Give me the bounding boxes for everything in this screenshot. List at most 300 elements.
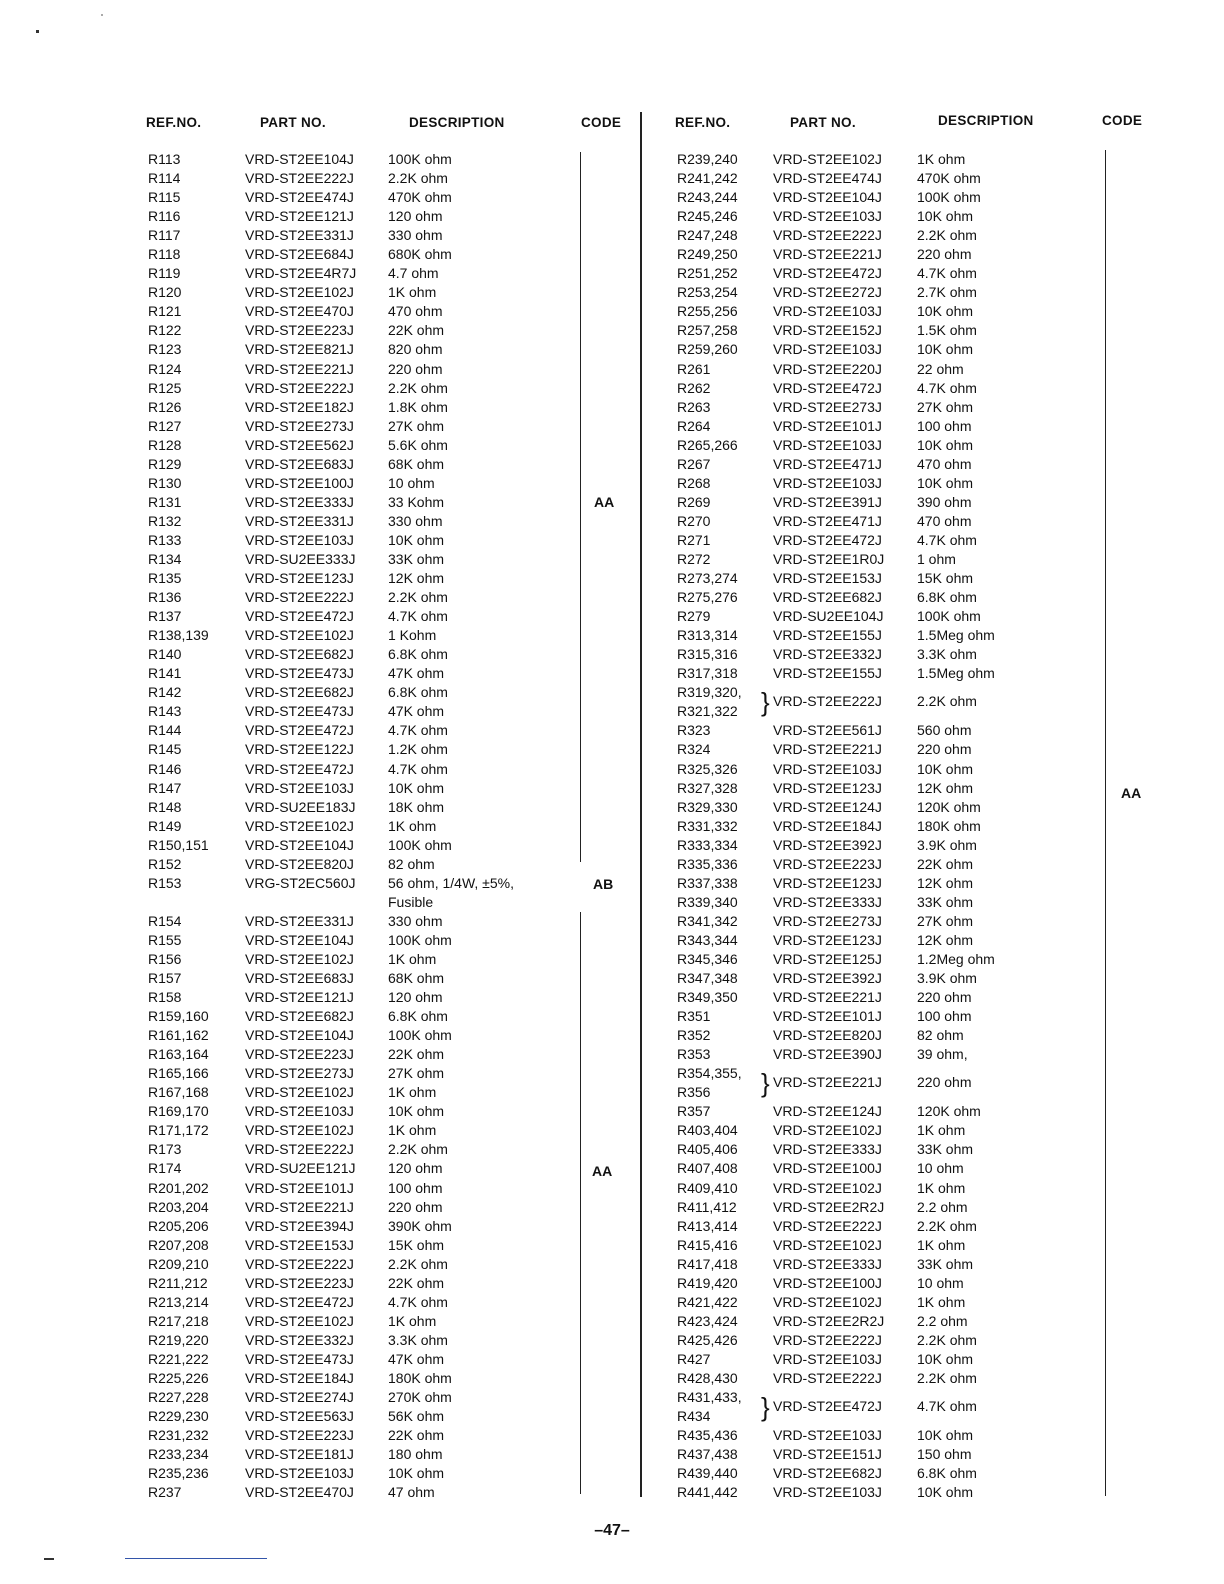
ref-no-line: R434 — [677, 1408, 711, 1425]
description: 10K ohm — [917, 303, 974, 320]
part-no: VRD-ST2EE121J — [245, 989, 354, 1006]
ref-no: R428,430 — [677, 1370, 738, 1386]
group-brace: } — [761, 687, 770, 718]
ref-no: R209,210 — [148, 1255, 209, 1272]
part-no: VRD-ST2EE682J — [773, 589, 882, 606]
part-no: VRD-ST2EE273J — [245, 1065, 354, 1082]
left-header-ref: REF.NO. — [146, 115, 202, 130]
ref-no: R437,438 — [677, 1446, 738, 1463]
description: 820 ohm — [388, 341, 443, 358]
description: 4.7K ohm — [388, 760, 448, 777]
part-no: VRD-ST2EE100J — [773, 1274, 882, 1291]
description: 100 ohm — [917, 417, 972, 434]
ref-no: R253,254 — [677, 284, 738, 301]
part-no: VRD-ST2EE223J — [245, 1046, 354, 1063]
ref-no: R241,242 — [677, 170, 738, 187]
ref-no: R163,164 — [148, 1046, 209, 1063]
ref-no: R255,256 — [677, 303, 738, 320]
ref-no: R156 — [148, 950, 182, 967]
part-no: VRD-ST2EE221J — [245, 360, 354, 377]
ref-no: R427 — [677, 1350, 711, 1367]
ref-no: R126 — [148, 398, 182, 415]
ref-no: R136 — [148, 589, 182, 606]
part-no: VRD-ST2EE473J — [245, 703, 354, 720]
description: 680K ohm — [388, 246, 452, 263]
ref-no: R353 — [677, 1046, 711, 1063]
description: 12K ohm — [917, 874, 974, 891]
ref-no: R154 — [148, 912, 182, 929]
description: 33K ohm — [917, 1255, 974, 1272]
description: 33 Kohm — [388, 493, 445, 510]
description: 27K ohm — [388, 417, 445, 434]
description: 10K ohm — [917, 474, 974, 491]
description: 10K ohm — [388, 1465, 445, 1482]
ref-no: R271 — [677, 531, 711, 548]
ref-no: R207,208 — [148, 1236, 209, 1253]
right-header-desc: DESCRIPTION — [938, 113, 1034, 128]
description: 6.8K ohm — [388, 1008, 448, 1025]
ref-no: R118 — [148, 246, 181, 263]
part-no: VRD-ST2EE124J — [773, 1103, 882, 1120]
part-no: VRD-ST2EE471J — [773, 512, 882, 529]
part-no: VRD-ST2EE102J — [245, 950, 354, 967]
part-no: VRD-ST2EE102J — [773, 1122, 882, 1139]
description: 3.9K ohm — [917, 836, 977, 853]
description: 2.2K ohm — [388, 379, 448, 396]
ref-no: R237 — [148, 1484, 182, 1501]
description: 4.7K ohm — [917, 1398, 977, 1415]
ref-no: R129 — [148, 455, 182, 472]
part-no: VRD-ST2EE123J — [245, 570, 354, 587]
part-no: VRD-ST2EE333J — [773, 1255, 882, 1272]
description: 5.6K ohm — [388, 436, 448, 453]
ref-no: R149 — [148, 817, 182, 834]
code-bracket-aa-2 — [575, 912, 581, 1494]
part-no: VRD-ST2EE331J — [245, 912, 354, 929]
ref-no: R415,416 — [677, 1236, 738, 1253]
ref-no: R229,230 — [148, 1408, 209, 1425]
group-brace: } — [761, 1392, 770, 1423]
part-no: VRD-ST2EE104J — [773, 189, 882, 206]
part-no: VRD-ST2EE103J — [773, 1484, 882, 1501]
description: 100K ohm — [388, 1027, 452, 1044]
description: 1K ohm — [917, 1179, 966, 1196]
description: 56K ohm — [388, 1408, 445, 1425]
description: 10K ohm — [917, 760, 974, 777]
ref-no: R203,204 — [148, 1198, 209, 1215]
description: 22K ohm — [388, 1427, 445, 1444]
part-no: VRD-ST2EE221J — [773, 246, 882, 263]
ref-no: R352 — [677, 1027, 711, 1044]
part-no: VRD-ST2EE182J — [245, 398, 354, 415]
ref-no: R270 — [677, 512, 711, 529]
ref-no: R263 — [677, 398, 711, 415]
part-no: VRD-ST2EE273J — [773, 398, 882, 415]
ref-no: R417,418 — [677, 1255, 738, 1272]
part-no: VRD-ST2EE391J — [773, 493, 882, 510]
part-no: VRD-ST2EE684J — [245, 246, 354, 263]
description: 120 ohm — [388, 208, 443, 225]
part-no: VRD-ST2EE151J — [773, 1446, 882, 1463]
part-no: VRD-ST2EE222J — [773, 1217, 882, 1234]
ref-no: R219,220 — [148, 1331, 209, 1348]
part-no: VRD-ST2EE102J — [245, 1122, 354, 1139]
description: 2.2K ohm — [917, 693, 977, 710]
description: 330 ohm — [388, 227, 443, 244]
part-no: VRD-ST2EE122J — [245, 741, 354, 758]
description: 10 ohm — [917, 1160, 964, 1177]
description: 220 ohm — [917, 741, 972, 758]
ref-no: R243,244 — [677, 189, 738, 206]
ref-no: R171,172 — [148, 1122, 209, 1139]
description: 100K ohm — [917, 608, 981, 625]
description: 120 ohm — [388, 989, 443, 1006]
description: 1K ohm — [917, 1122, 966, 1139]
description: 120 ohm — [388, 1160, 443, 1177]
part-no: VRD-ST2EE223J — [245, 1274, 354, 1291]
part-no: VRD-ST2EE562J — [245, 436, 354, 453]
description: 1.5Meg ohm — [917, 665, 995, 682]
scan-speck — [44, 1558, 54, 1560]
part-no: VRD-ST2EE103J — [245, 1103, 354, 1120]
left-header-part: PART NO. — [260, 115, 326, 130]
part-no: VRD-ST2EE123J — [773, 779, 882, 796]
description: 33K ohm — [917, 893, 974, 910]
scan-speck — [36, 30, 39, 33]
code-aa-right: AA — [1121, 785, 1142, 801]
part-no: VRD-ST2EE474J — [245, 189, 354, 206]
ref-no: R269 — [677, 493, 711, 510]
description: 100 ohm — [917, 1008, 972, 1025]
part-no: VRD-ST2EE473J — [245, 665, 354, 682]
description: 12K ohm — [917, 931, 974, 948]
ref-no: R145 — [148, 741, 182, 758]
part-no: VRD-ST2EE102J — [245, 817, 354, 834]
description: 470K ohm — [388, 189, 452, 206]
part-no: VRD-ST2EE222J — [245, 589, 354, 606]
ref-no: R265,266 — [677, 436, 738, 453]
ref-no: R357 — [677, 1103, 711, 1120]
description: 390 ohm — [917, 493, 972, 510]
description: 2.2K ohm — [917, 227, 977, 244]
ref-no: R122 — [148, 322, 182, 339]
part-no: VRD-ST2EE101J — [773, 417, 882, 434]
part-no: VRD-ST2EE682J — [245, 646, 354, 663]
part-no: VRD-ST2EE222J — [773, 1370, 882, 1386]
description: 47K ohm — [388, 665, 445, 682]
description: 6.8K ohm — [917, 589, 977, 606]
description: 10K ohm — [388, 531, 445, 548]
code-bracket-aa-right — [1100, 150, 1106, 1496]
description: 100K ohm — [388, 931, 452, 948]
description: 10 ohm — [917, 1274, 964, 1291]
ref-no: R413,414 — [677, 1217, 738, 1234]
description: 18K ohm — [388, 798, 445, 815]
ref-no: R146 — [148, 760, 182, 777]
part-no: VRD-ST2EE273J — [773, 912, 882, 929]
part-no: VRD-ST2EE125J — [773, 950, 882, 967]
ref-no: R137 — [148, 608, 182, 625]
description: 2.2 ohm — [917, 1198, 968, 1215]
description: 82 ohm — [917, 1027, 964, 1044]
part-no: VRD-SU2EE333J — [245, 550, 356, 567]
part-no: VRD-ST2EE331J — [245, 227, 354, 244]
part-no: VRD-ST2EE102J — [773, 1179, 882, 1196]
ref-no: R267 — [677, 455, 711, 472]
description: 10K ohm — [388, 1103, 445, 1120]
part-no: VRD-ST2EE563J — [245, 1408, 354, 1425]
ref-no: R272 — [677, 550, 711, 567]
description: 100K ohm — [917, 189, 981, 206]
footer-rule — [125, 1558, 267, 1559]
part-no: VRD-ST2EE470J — [245, 303, 354, 320]
description: 2.2K ohm — [388, 589, 448, 606]
description: 2.2 ohm — [917, 1312, 968, 1329]
part-no: VRD-ST2EE471J — [773, 455, 882, 472]
description: 10K ohm — [917, 208, 974, 225]
right-header-ref: REF.NO. — [675, 115, 731, 130]
ref-no: R174 — [148, 1160, 182, 1177]
ref-no: R327,328 — [677, 779, 738, 796]
ref-no: R138,139 — [148, 627, 209, 644]
ref-no: R225,226 — [148, 1370, 209, 1386]
part-no: VRD-ST2EE100J — [773, 1160, 882, 1177]
ref-no: R435,436 — [677, 1427, 738, 1444]
ref-no: R153 — [148, 874, 182, 891]
ref-no: R335,336 — [677, 855, 738, 872]
ref-no: R259,260 — [677, 341, 738, 358]
ref-no: R133 — [148, 531, 182, 548]
part-no: VRD-ST2EE682J — [773, 1465, 882, 1482]
ref-no: R150,151 — [148, 836, 209, 853]
ref-no: R144 — [148, 722, 182, 739]
part-no: VRD-ST2EE472J — [245, 1293, 354, 1310]
ref-no: R324 — [677, 741, 711, 758]
part-no: VRD-ST2EE222J — [773, 1331, 882, 1348]
ref-no: R235,236 — [148, 1465, 209, 1482]
ref-no: R423,424 — [677, 1312, 738, 1329]
description: 10K ohm — [917, 1350, 974, 1367]
part-no: VRD-ST2EE333J — [773, 1141, 882, 1158]
part-no: VRD-ST2EE103J — [773, 1427, 882, 1444]
description: 4.7K ohm — [388, 608, 448, 625]
ref-no: R159,160 — [148, 1008, 209, 1025]
ref-no: R205,206 — [148, 1217, 209, 1234]
description: 2.7K ohm — [917, 284, 977, 301]
ref-no: R117 — [148, 227, 181, 244]
ref-no: R341,342 — [677, 912, 738, 929]
ref-no: R313,314 — [677, 627, 738, 644]
description: 4.7 ohm — [388, 265, 439, 282]
code-aa-2: AA — [592, 1163, 613, 1179]
ref-no: R128 — [148, 436, 182, 453]
ref-no: R123 — [148, 341, 182, 358]
part-no: VRD-ST2EE121J — [245, 208, 354, 225]
ref-no: R262 — [677, 379, 711, 396]
description: 180 ohm — [388, 1446, 443, 1463]
ref-no: R167,168 — [148, 1084, 209, 1101]
part-no: VRD-ST2EE223J — [245, 1427, 354, 1444]
description: 180K ohm — [917, 817, 981, 834]
part-no: VRD-ST2EE2R2J — [773, 1312, 885, 1329]
description: 3.3K ohm — [388, 1331, 448, 1348]
description: 100K ohm — [388, 836, 452, 853]
description: 10K ohm — [917, 1484, 974, 1501]
description: 100 ohm — [388, 1179, 443, 1196]
ref-no: R351 — [677, 1008, 711, 1025]
description: 220 ohm — [388, 360, 443, 377]
ref-no: R217,218 — [148, 1312, 209, 1329]
description: 1.5Meg ohm — [917, 627, 995, 644]
description: 22K ohm — [388, 1046, 445, 1063]
part-no: VRD-ST2EE222J — [773, 693, 882, 710]
ref-no: R251,252 — [677, 265, 738, 282]
ref-no — [677, 683, 742, 721]
part-no: VRD-ST2EE272J — [773, 284, 882, 301]
ref-no: R425,426 — [677, 1331, 738, 1348]
part-no: VRD-ST2EE472J — [245, 722, 354, 739]
part-no: VRD-ST2EE223J — [773, 855, 882, 872]
part-no: VRD-ST2EE153J — [245, 1236, 354, 1253]
ref-no: R143 — [148, 703, 182, 720]
group-brace: } — [761, 1068, 770, 1099]
ref-no: R331,332 — [677, 817, 738, 834]
ref-no: R409,410 — [677, 1179, 738, 1196]
part-no: VRD-ST2EE274J — [245, 1389, 354, 1406]
code-ab: AB — [593, 876, 614, 892]
part-no: VRG-ST2EC560J — [245, 874, 356, 891]
description: 2.2K ohm — [388, 1255, 448, 1272]
ref-no: R279 — [677, 608, 711, 625]
description: 6.8K ohm — [917, 1465, 977, 1482]
description: 10K ohm — [917, 436, 974, 453]
scan-speck — [101, 14, 103, 16]
part-no: VRD-ST2EE102J — [773, 1236, 882, 1253]
ref-no: R268 — [677, 474, 711, 491]
description: Fusible — [388, 893, 434, 910]
description: 47K ohm — [388, 1350, 445, 1367]
part-no: VRD-ST2EE333J — [773, 893, 882, 910]
description: 10K ohm — [388, 779, 445, 796]
part-no: VRD-SU2EE121J — [245, 1160, 356, 1177]
description: 33K ohm — [917, 1141, 974, 1158]
description: 4.7K ohm — [917, 379, 977, 396]
description: 270K ohm — [388, 1389, 452, 1406]
ref-no: R120 — [148, 284, 182, 301]
page-number: –47– — [594, 1522, 630, 1539]
description: 1K ohm — [388, 817, 437, 834]
part-no: VRD-ST2EE123J — [773, 931, 882, 948]
ref-no: R201,202 — [148, 1179, 209, 1196]
ref-no — [677, 1064, 742, 1102]
description: 22K ohm — [388, 1274, 445, 1291]
part-no: VRD-ST2EE394J — [245, 1217, 354, 1234]
part-no: VRD-ST2EE820J — [773, 1027, 882, 1044]
part-no: VRD-ST2EE103J — [245, 531, 354, 548]
left-header-desc: DESCRIPTION — [409, 115, 505, 130]
description: 1 Kohm — [388, 627, 437, 644]
description: 220 ohm — [917, 989, 972, 1006]
part-no: VRD-ST2EE333J — [245, 493, 354, 510]
ref-no: R113 — [148, 151, 181, 167]
description: 22K ohm — [388, 322, 445, 339]
ref-no: R261 — [677, 360, 711, 377]
ref-no-line: R431,433, — [677, 1389, 742, 1406]
description: 390K ohm — [388, 1217, 452, 1234]
description: 47K ohm — [388, 703, 445, 720]
ref-no: R124 — [148, 360, 182, 377]
part-no: VRD-ST2EE104J — [245, 1027, 354, 1044]
ref-no: R411,412 — [677, 1198, 737, 1215]
part-no: VRD-ST2EE152J — [773, 322, 882, 339]
description: 470 ohm — [917, 512, 972, 529]
part-no: VRD-ST2EE472J — [773, 379, 882, 396]
description: 4.7K ohm — [917, 265, 977, 282]
part-no: VRD-ST2EE221J — [773, 989, 882, 1006]
part-no: VRD-ST2EE683J — [245, 455, 354, 472]
ref-no: R439,440 — [677, 1465, 738, 1482]
part-no: VRD-ST2EE184J — [773, 817, 882, 834]
part-no: VRD-ST2EE821J — [245, 341, 354, 358]
description: 1.2Meg ohm — [917, 950, 995, 967]
description: 6.8K ohm — [388, 646, 448, 663]
part-no: VRD-ST2EE392J — [773, 836, 882, 853]
description: 82 ohm — [388, 855, 435, 872]
ref-no: R173 — [148, 1141, 182, 1158]
ref-no: R317,318 — [677, 665, 738, 682]
description: 150 ohm — [917, 1446, 972, 1463]
ref-no: R148 — [148, 798, 182, 815]
ref-no: R247,248 — [677, 227, 738, 244]
ref-no: R157 — [148, 970, 182, 987]
description: 56 ohm, 1/4W, ±5%, — [388, 874, 514, 891]
ref-no: R125 — [148, 379, 182, 396]
part-no: VRD-ST2EE273J — [245, 417, 354, 434]
ref-no: R407,408 — [677, 1160, 738, 1177]
description: 2.2K ohm — [388, 1141, 448, 1158]
description: 27K ohm — [388, 1065, 445, 1082]
ref-no: R130 — [148, 474, 182, 491]
code-aa-1: AA — [594, 494, 615, 510]
description: 4.7K ohm — [388, 1293, 448, 1310]
ref-no: R231,232 — [148, 1427, 209, 1444]
ref-no-line: R356 — [677, 1084, 711, 1101]
description: 1K ohm — [388, 1122, 437, 1139]
ref-no: R121 — [148, 303, 182, 320]
description: 68K ohm — [388, 455, 445, 472]
ref-no: R141 — [148, 665, 182, 682]
part-no: VRD-ST2EE474J — [773, 170, 882, 187]
description: 3.3K ohm — [917, 646, 977, 663]
ref-no-line: R319,320, — [677, 684, 742, 701]
part-no: VRD-ST2EE222J — [245, 1141, 354, 1158]
ref-no: R233,234 — [148, 1446, 209, 1463]
ref-no: R169,170 — [148, 1103, 209, 1120]
description: 4.7K ohm — [917, 531, 977, 548]
description: 39 ohm, — [917, 1046, 968, 1063]
part-no: VRD-ST2EE102J — [773, 151, 882, 167]
part-no: VRD-ST2EE103J — [773, 474, 882, 491]
description: 330 ohm — [388, 512, 443, 529]
description: 1K ohm — [388, 284, 437, 301]
left-header-code: CODE — [581, 115, 622, 130]
part-no: VRD-ST2EE101J — [773, 1008, 882, 1025]
ref-no: R441,442 — [677, 1484, 738, 1501]
ref-no: R134 — [148, 550, 182, 567]
ref-no: R140 — [148, 646, 182, 663]
description: 2.2K ohm — [917, 1370, 977, 1386]
ref-no: R421,422 — [677, 1293, 738, 1310]
